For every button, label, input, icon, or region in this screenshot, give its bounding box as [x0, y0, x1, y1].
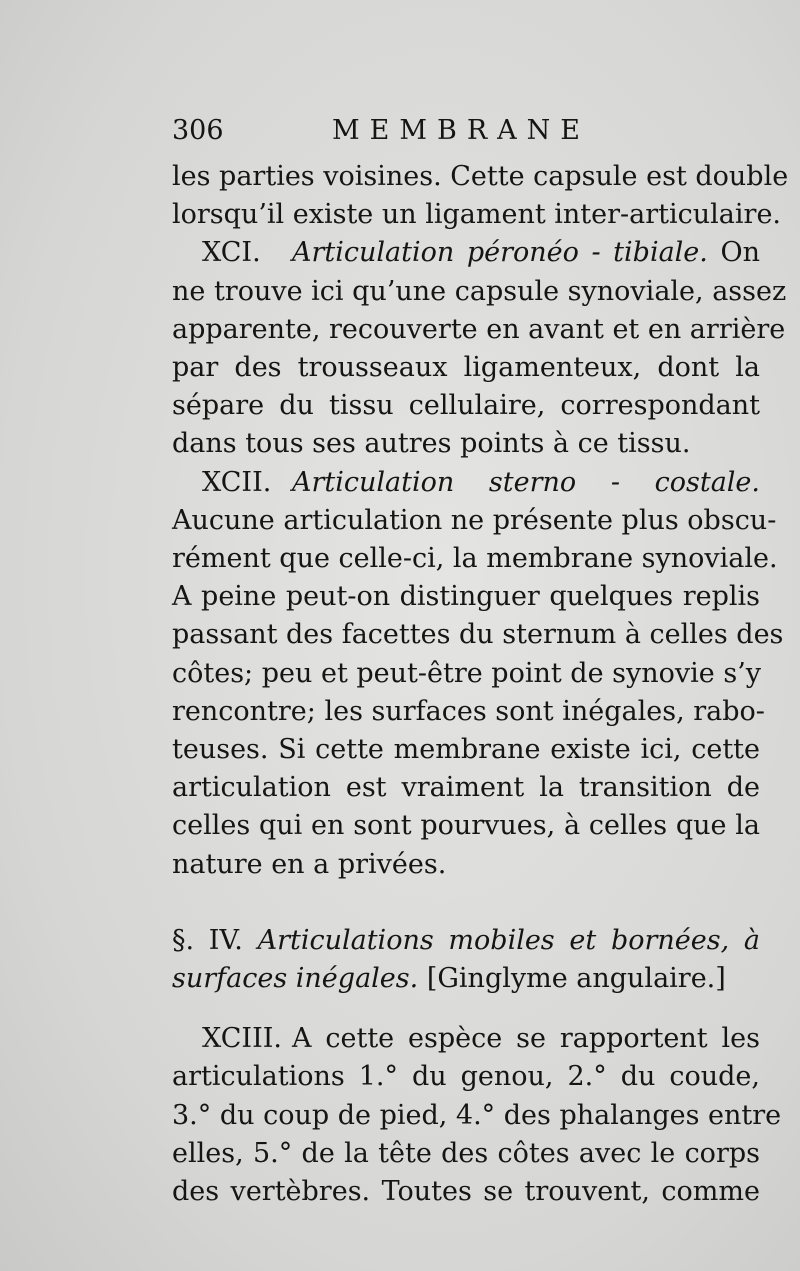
text-line: teuses. Si cette membrane existe ici, cette	[172, 734, 760, 766]
text-line: dans tous ses autres points à ce tissu.	[172, 428, 691, 460]
text-line: nature en a privées.	[172, 848, 447, 880]
text-line: ne trouve ici qu’une capsule synoviale, assez	[172, 275, 787, 307]
spacer	[172, 998, 760, 1020]
spacer	[172, 884, 760, 922]
page-body	[172, 158, 789, 1211]
paragraph-heading-line	[172, 464, 760, 502]
paragraph-heading-line	[172, 234, 760, 272]
paragraph-number: XCII.	[202, 466, 272, 498]
text-line: articulation est vraiment la transition de	[172, 772, 760, 804]
section-mark: §. IV.	[172, 924, 243, 956]
section-heading-line	[172, 960, 760, 998]
text-fragment: On	[720, 237, 760, 269]
text-line: celles qui en sont pourvues, à celles que la	[172, 810, 760, 842]
text-line: Aucune articulation ne présente plus obscu-	[172, 504, 777, 536]
text-line: rencontre; les surfaces sont inégales, rabo-	[172, 695, 765, 727]
text-line: rément que celle-ci, la membrane synoviale.	[172, 543, 778, 575]
text-line: articulations 1.° du genou, 2.° du coude,	[172, 1061, 760, 1093]
page-header	[172, 112, 590, 150]
text-line: les parties voisines. Cette capsule est double	[172, 161, 789, 192]
text-line: côtes; peu et peut-être point de synovie s’y	[172, 657, 762, 689]
section-title-cont: surfaces inégales.	[172, 963, 419, 995]
paragraph-title: Articulation sterno - costale.	[292, 466, 760, 498]
paragraph-heading-line	[172, 1020, 760, 1058]
text-line: des vertèbres. Toutes se trouvent, comme	[172, 1176, 760, 1208]
text-line: sépare du tissu cellulaire, correspondant	[172, 390, 760, 422]
section-heading-line	[172, 922, 760, 960]
section-title: Articulations mobiles et bornées, à	[257, 924, 760, 956]
running-title: MEMBRANE	[332, 115, 591, 146]
text-line: passant des facettes du sternum à celles des	[172, 619, 784, 651]
text-line: 3.° du coup de pied, 4.° des phalanges entre	[172, 1099, 782, 1131]
text-line: A peine peut-on distinguer quelques replis	[172, 581, 760, 613]
paragraph-number: XCI.	[202, 237, 261, 269]
text-line: lorsqu’il existe un ligament inter-articulaire.	[172, 199, 782, 231]
page-number: 306	[172, 115, 224, 146]
text-fragment: A cette espèce se rapportent les	[292, 1023, 760, 1055]
text-line: apparente, recouverte en avant et en arrière	[172, 313, 786, 345]
text-line: par des trousseaux ligamenteux, dont la	[172, 352, 760, 384]
section-bracket-note: [Ginglyme angulaire.]	[426, 963, 726, 995]
paragraph-number: XCIII.	[202, 1023, 282, 1055]
text-line: elles, 5.° de la tête des côtes avec le corps	[172, 1137, 760, 1169]
paragraph-title: Articulation péronéo - tibiale.	[292, 237, 708, 269]
